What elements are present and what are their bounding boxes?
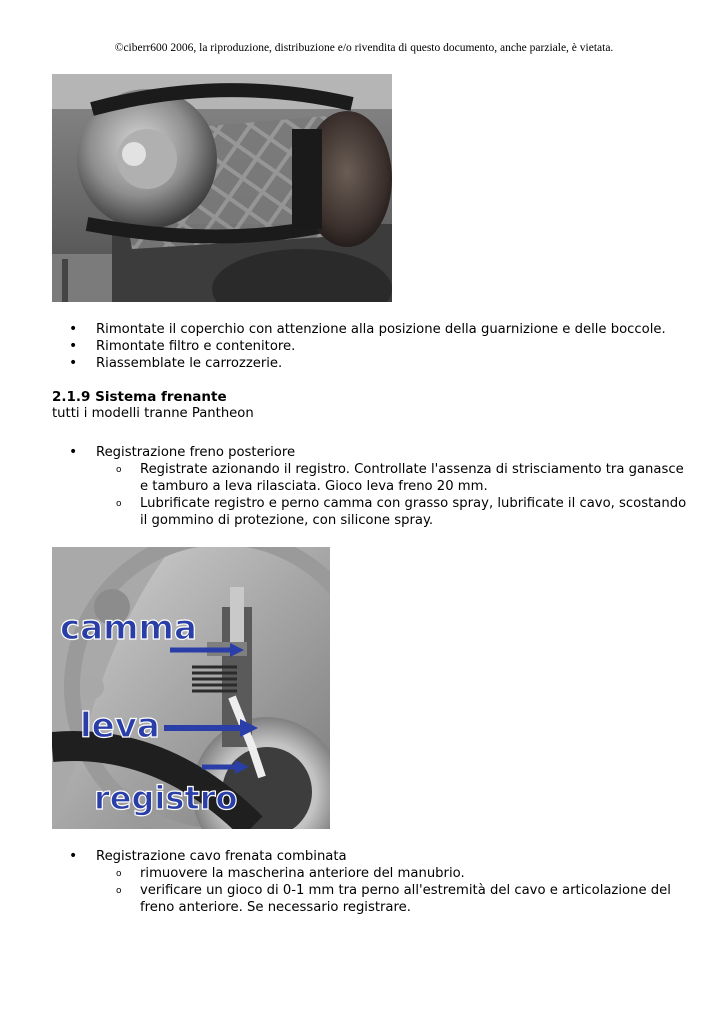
combined-brake-steps — [96, 865, 692, 916]
list-item: • Registrazione freno posteriore o Registrate azionando il registro. Controllate l'assenza di strisciamento tra ganasce e tamburo a leva rilasciata. Gioco leva freno 20 mm. o Lubrificate registro e perno camma con grasso spray, lubrificate il cavo, scostando il gommino di protezione, con silicone spray. — [52, 444, 692, 529]
copyright-notice: ©ciberr600 2006, la riproduzione, distribuzione e/o rivendita di questo documento, anche parziale, è vietata. — [114, 42, 614, 54]
rear-brake-list — [52, 444, 692, 529]
list-item: • Riassemblate le carrozzerie. — [52, 355, 692, 372]
sub-list-item: o Lubrificate registro e perno camma con grasso spray, lubrificate il cavo, scostando il gommino di protezione, con silicone spray. — [96, 495, 692, 529]
reassembly-list — [52, 321, 692, 372]
list-item: • Rimontate filtro e contenitore. — [52, 338, 692, 355]
combined-brake-list — [52, 848, 692, 916]
list-item: • Registrazione cavo frenata combinata o rimuovere la mascherina anteriore del manubrio. o verificare un gioco di 0-1 mm tra perno all'estremità del cavo e articolazione del freno anteriore. Se necessario registrare. — [52, 848, 692, 916]
sub-list-item: o Registrate azionando il registro. Controllate l'assenza di strisciamento tra ganasce e tamburo a leva rilasciata. Gioco leva freno 20 mm. — [96, 461, 692, 495]
sub-list-item: o verificare un gioco di 0-1 mm tra perno all'estremità del cavo e articolazione del freno anteriore. Se necessario registrare. — [96, 882, 692, 916]
section-subheading: tutti i modelli tranne Pantheon — [52, 406, 254, 421]
label-camma: camma — [60, 608, 197, 648]
label-registro: registro — [94, 779, 238, 817]
rear-brake-photo — [52, 547, 330, 829]
section-heading: 2.1.9 Sistema frenante — [52, 389, 227, 405]
label-leva: leva — [80, 706, 160, 746]
rear-brake-steps — [96, 461, 692, 529]
sub-list-item: o rimuovere la mascherina anteriore del manubrio. — [96, 865, 692, 882]
variator-belt-photo — [52, 74, 392, 302]
list-item: • Rimontate il coperchio con attenzione alla posizione della guarnizione e delle boccole. — [52, 321, 692, 338]
